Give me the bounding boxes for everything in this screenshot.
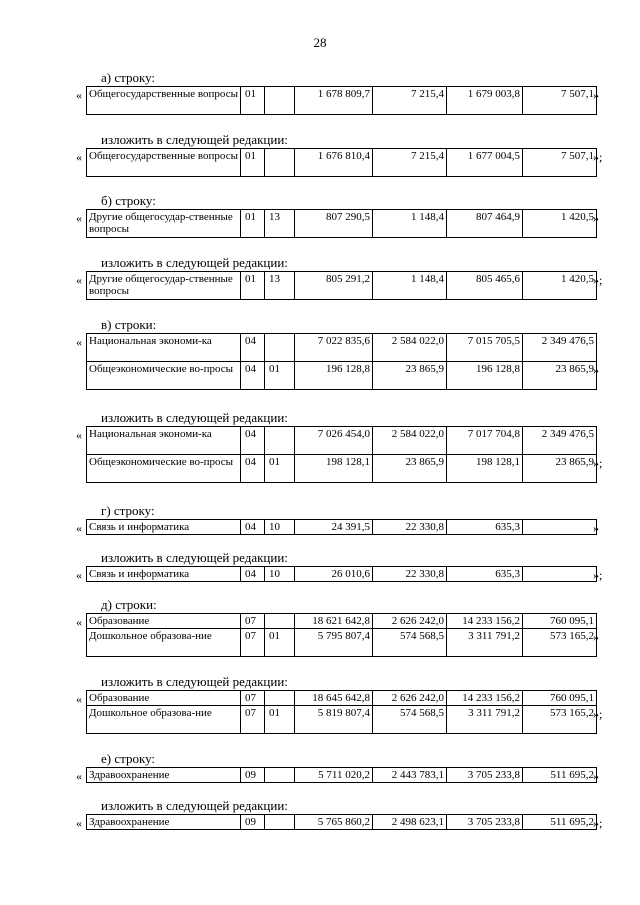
table-row (87, 87, 597, 115)
amendment-heading: изложить в следующей редакции: (101, 132, 288, 147)
section-code-cell: 04 (241, 362, 265, 390)
closing-quote: » (593, 88, 599, 102)
amendment-heading: в) строки: (101, 317, 157, 332)
amount-cell: 14 233 156,2 (447, 614, 523, 629)
row-name-cell: Общегосударственные вопросы (87, 87, 241, 115)
amount-cell: 2 498 623,1 (373, 815, 447, 830)
closing-quote: »; (593, 568, 603, 582)
budget-table (86, 271, 597, 300)
amount-cell: 573 165,2 (523, 629, 597, 657)
amount-cell: 7 015 705,5 (447, 334, 523, 362)
amount-cell: 22 330,8 (373, 567, 447, 582)
amount-cell: 2 443 783,1 (373, 768, 447, 783)
opening-quote: « (76, 211, 82, 225)
amount-cell: 2 626 242,0 (373, 691, 447, 706)
subsection-code-cell: 01 (265, 706, 295, 734)
amount-cell: 7 022 835,6 (295, 334, 373, 362)
amount-cell: 196 128,8 (295, 362, 373, 390)
amount-cell: 7 507,1 (523, 149, 597, 177)
opening-quote: « (76, 273, 82, 287)
section-code-cell: 04 (241, 520, 265, 535)
table-row (87, 614, 597, 629)
amount-cell: 573 165,2 (523, 706, 597, 734)
amount-cell: 196 128,8 (447, 362, 523, 390)
amendment-heading: изложить в следующей редакции: (101, 410, 288, 425)
amount-cell: 18 621 642,8 (295, 614, 373, 629)
subsection-code-cell: 13 (265, 272, 295, 300)
opening-quote: « (76, 521, 82, 535)
section-code-cell: 07 (241, 629, 265, 657)
amount-cell: 2 584 022,0 (373, 427, 447, 455)
amount-cell: 5 765 860,2 (295, 815, 373, 830)
amount-cell: 24 391,5 (295, 520, 373, 535)
amount-cell: 3 705 233,8 (447, 768, 523, 783)
budget-table (86, 767, 597, 783)
amount-cell: 5 795 807,4 (295, 629, 373, 657)
amount-cell (523, 567, 597, 582)
table-row (87, 520, 597, 535)
amount-cell: 807 464,9 (447, 210, 523, 238)
table-row (87, 455, 597, 483)
table-row (87, 362, 597, 390)
budget-table (86, 690, 597, 734)
amount-cell: 2 349 476,5 (523, 334, 597, 362)
amount-cell: 1 678 809,7 (295, 87, 373, 115)
amendment-heading: изложить в следующей редакции: (101, 674, 288, 689)
budget-table (86, 148, 597, 177)
amount-cell: 805 291,2 (295, 272, 373, 300)
amount-cell: 7 215,4 (373, 149, 447, 177)
opening-quote: « (76, 692, 82, 706)
row-name-cell: Дошкольное образова-ние (87, 629, 241, 657)
amendment-heading: д) строки: (101, 597, 157, 612)
budget-table (86, 333, 597, 390)
subsection-code-cell (265, 427, 295, 455)
budget-table (86, 86, 597, 115)
section-code-cell: 01 (241, 149, 265, 177)
subsection-code-cell: 01 (265, 629, 295, 657)
amount-cell: 1 148,4 (373, 272, 447, 300)
closing-quote: » (593, 211, 599, 225)
amendment-heading: изложить в следующей редакции: (101, 255, 288, 270)
row-name-cell: Здравоохранение (87, 768, 241, 783)
amount-cell: 26 010,6 (295, 567, 373, 582)
amount-cell: 2 349 476,5 (523, 427, 597, 455)
table-row (87, 629, 597, 657)
amount-cell: 574 568,5 (373, 706, 447, 734)
amount-cell: 7 215,4 (373, 87, 447, 115)
closing-quote: » (593, 363, 599, 377)
row-name-cell: Связь и информатика (87, 520, 241, 535)
amount-cell: 807 290,5 (295, 210, 373, 238)
subsection-code-cell: 01 (265, 362, 295, 390)
subsection-code-cell (265, 768, 295, 783)
amount-cell (523, 520, 597, 535)
amount-cell: 7 507,1 (523, 87, 597, 115)
amount-cell: 22 330,8 (373, 520, 447, 535)
amount-cell: 5 711 020,2 (295, 768, 373, 783)
row-name-cell: Другие общегосудар-ственные вопросы (87, 272, 241, 300)
amendment-heading: б) строку: (101, 193, 156, 208)
amount-cell: 23 865,9 (523, 362, 597, 390)
amount-cell: 198 128,1 (295, 455, 373, 483)
closing-quote: »; (593, 456, 603, 470)
section-code-cell: 07 (241, 706, 265, 734)
amount-cell: 3 311 791,2 (447, 706, 523, 734)
row-name-cell: Общеэкономические во-просы (87, 362, 241, 390)
row-name-cell: Здравоохранение (87, 815, 241, 830)
amount-cell: 7 017 704,8 (447, 427, 523, 455)
amount-cell: 760 095,1 (523, 691, 597, 706)
amount-cell: 18 645 642,8 (295, 691, 373, 706)
opening-quote: « (76, 88, 82, 102)
closing-quote: »; (593, 273, 603, 287)
table-row (87, 427, 597, 455)
amendment-heading: а) строку: (101, 70, 156, 85)
closing-quote: » (593, 521, 599, 535)
budget-table (86, 613, 597, 657)
section-code-cell: 09 (241, 815, 265, 830)
amount-cell: 511 695,2 (523, 815, 597, 830)
closing-quote: »; (593, 707, 603, 721)
row-name-cell: Национальная экономи-ка (87, 334, 241, 362)
section-code-cell: 09 (241, 768, 265, 783)
amount-cell: 2 626 242,0 (373, 614, 447, 629)
amendment-heading: г) строку: (101, 503, 155, 518)
section-code-cell: 07 (241, 614, 265, 629)
subsection-code-cell (265, 614, 295, 629)
opening-quote: « (76, 428, 82, 442)
section-code-cell: 01 (241, 87, 265, 115)
opening-quote: « (76, 150, 82, 164)
table-row (87, 691, 597, 706)
closing-quote: »; (593, 816, 603, 830)
amount-cell: 635,3 (447, 567, 523, 582)
budget-table (86, 814, 597, 830)
section-code-cell: 01 (241, 210, 265, 238)
subsection-code-cell (265, 334, 295, 362)
amount-cell: 3 311 791,2 (447, 629, 523, 657)
opening-quote: « (76, 335, 82, 349)
budget-table (86, 519, 597, 535)
amount-cell: 805 465,6 (447, 272, 523, 300)
subsection-code-cell (265, 691, 295, 706)
subsection-code-cell (265, 149, 295, 177)
section-code-cell: 04 (241, 455, 265, 483)
table-row (87, 272, 597, 300)
amount-cell: 1 420,5 (523, 272, 597, 300)
amendment-heading: е) строку: (101, 751, 156, 766)
amendment-heading: изложить в следующей редакции: (101, 798, 288, 813)
amount-cell: 574 568,5 (373, 629, 447, 657)
row-name-cell: Общеэкономические во-просы (87, 455, 241, 483)
closing-quote: » (593, 769, 599, 783)
amount-cell: 2 584 022,0 (373, 334, 447, 362)
amount-cell: 1 420,5 (523, 210, 597, 238)
section-code-cell: 04 (241, 334, 265, 362)
row-name-cell: Образование (87, 691, 241, 706)
amount-cell: 23 865,9 (373, 455, 447, 483)
table-row (87, 334, 597, 362)
opening-quote: « (76, 568, 82, 582)
section-code-cell: 04 (241, 427, 265, 455)
amount-cell: 3 705 233,8 (447, 815, 523, 830)
row-name-cell: Общегосударственные вопросы (87, 149, 241, 177)
subsection-code-cell: 13 (265, 210, 295, 238)
table-row (87, 815, 597, 830)
amount-cell: 14 233 156,2 (447, 691, 523, 706)
table-row (87, 210, 597, 238)
row-name-cell: Образование (87, 614, 241, 629)
page-number: 28 (313, 35, 327, 50)
opening-quote: « (76, 816, 82, 830)
section-code-cell: 01 (241, 272, 265, 300)
section-code-cell: 04 (241, 567, 265, 582)
amount-cell: 7 026 454,0 (295, 427, 373, 455)
amount-cell: 5 819 807,4 (295, 706, 373, 734)
amount-cell: 198 128,1 (447, 455, 523, 483)
amount-cell: 760 095,1 (523, 614, 597, 629)
amount-cell: 1 679 003,8 (447, 87, 523, 115)
table-row (87, 567, 597, 582)
row-name-cell: Национальная экономи-ка (87, 427, 241, 455)
subsection-code-cell: 10 (265, 520, 295, 535)
subsection-code-cell (265, 87, 295, 115)
amount-cell: 1 677 004,5 (447, 149, 523, 177)
amount-cell: 23 865,9 (373, 362, 447, 390)
row-name-cell: Дошкольное образова-ние (87, 706, 241, 734)
row-name-cell: Другие общегосудар-ственные вопросы (87, 210, 241, 238)
subsection-code-cell: 01 (265, 455, 295, 483)
row-name-cell: Связь и информатика (87, 567, 241, 582)
amount-cell: 1 676 810,4 (295, 149, 373, 177)
amount-cell: 511 695,2 (523, 768, 597, 783)
opening-quote: « (76, 769, 82, 783)
amount-cell: 23 865,9 (523, 455, 597, 483)
amount-cell: 635,3 (447, 520, 523, 535)
amount-cell: 1 148,4 (373, 210, 447, 238)
subsection-code-cell: 10 (265, 567, 295, 582)
opening-quote: « (76, 615, 82, 629)
budget-table (86, 209, 597, 238)
subsection-code-cell (265, 815, 295, 830)
closing-quote: »; (593, 150, 603, 164)
budget-table (86, 426, 597, 483)
amendment-heading: изложить в следующей редакции: (101, 550, 288, 565)
budget-table (86, 566, 597, 582)
table-row (87, 706, 597, 734)
section-code-cell: 07 (241, 691, 265, 706)
table-row (87, 149, 597, 177)
closing-quote: » (593, 630, 599, 644)
table-row (87, 768, 597, 783)
